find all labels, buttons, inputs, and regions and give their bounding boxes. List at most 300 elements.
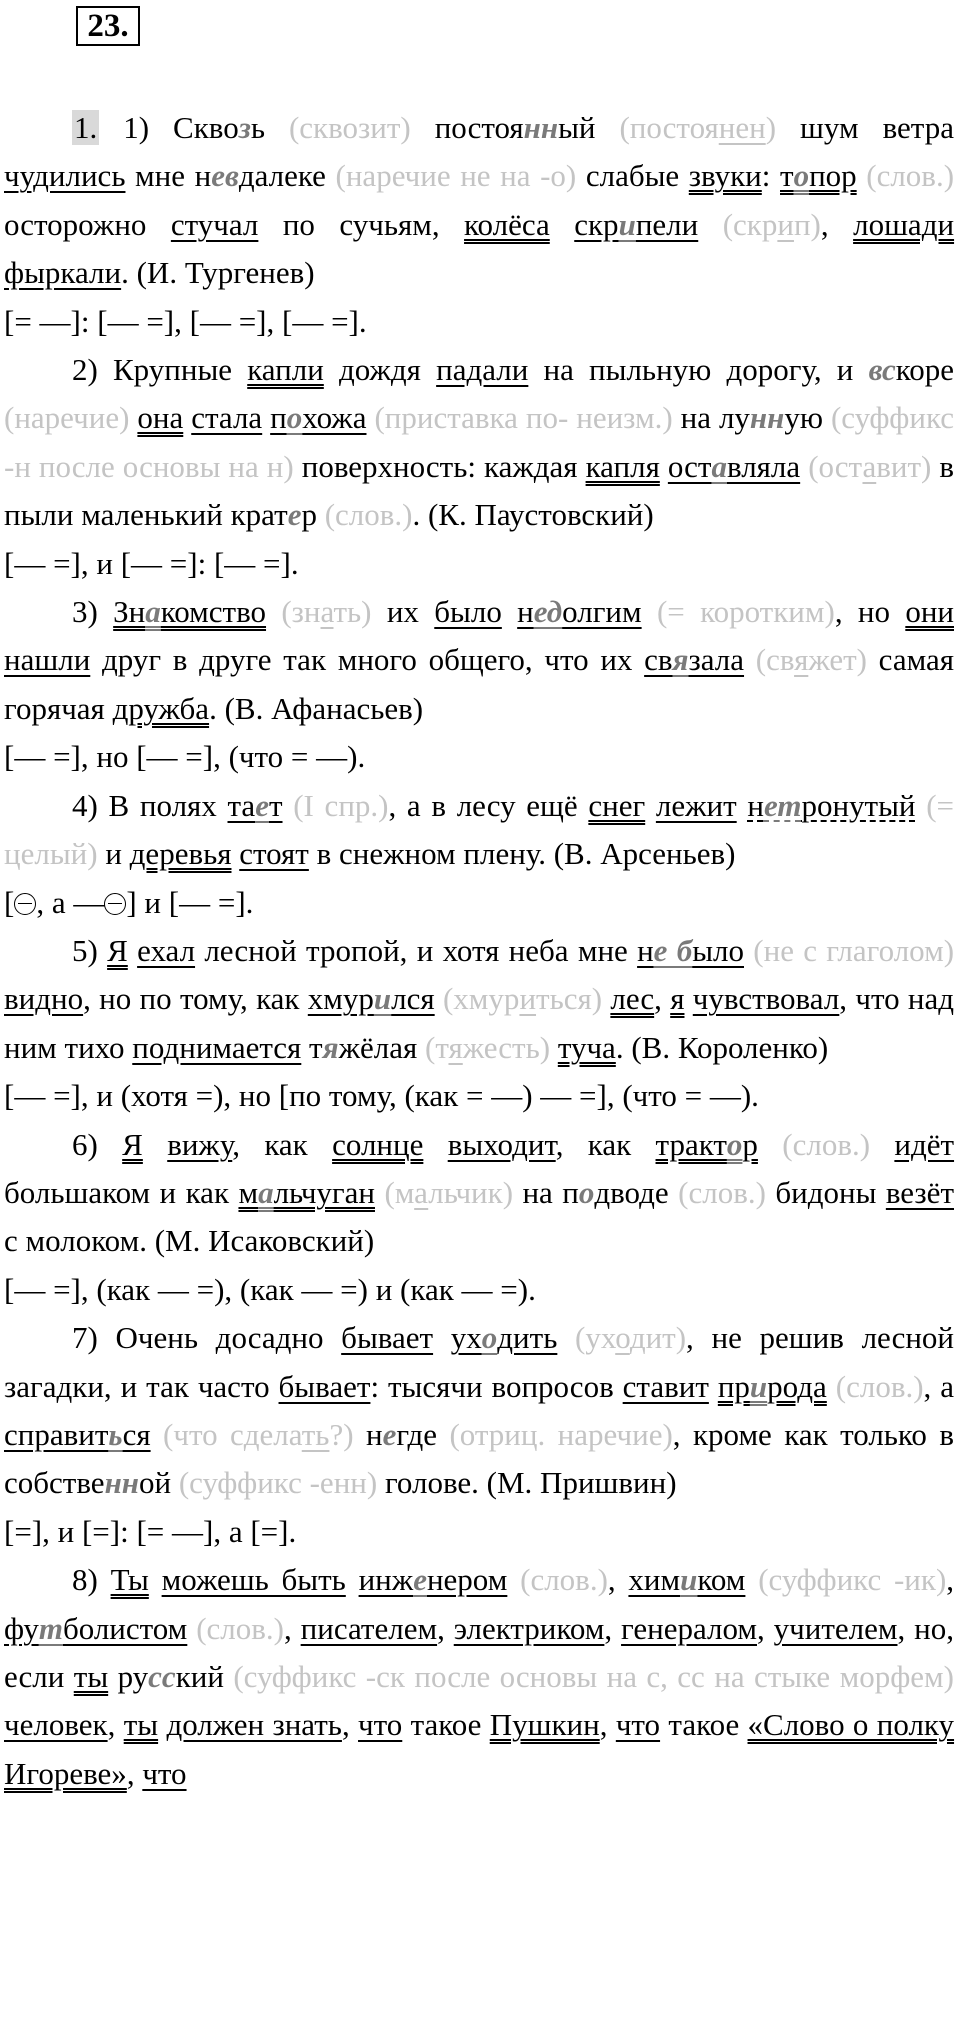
predicate-word: хим (628, 1562, 681, 1598)
text-run: , (599, 1707, 616, 1743)
subject-word: льчуган (273, 1174, 375, 1210)
grammar-hint: ть) (333, 594, 372, 630)
text-run (744, 933, 753, 968)
predicate-word: бывает (278, 1368, 371, 1404)
text-run: и (97, 836, 130, 872)
text-run: лесной тропой, и хотя неба мне (195, 932, 638, 968)
text-run: , (126, 1755, 143, 1791)
text-run: в снежном плену. (В. Арсеньев) (308, 836, 736, 872)
grammar-hint: и (519, 981, 537, 1017)
subject-word: Я (122, 1126, 143, 1162)
text-run: 4) В полях (72, 787, 228, 823)
predicate-word: стала (191, 400, 263, 436)
sentence-paragraph (4, 588, 954, 733)
highlighted-letters: я (322, 1029, 339, 1065)
subject-word: колёса (464, 206, 550, 242)
grammar-hint: я (794, 642, 809, 678)
text-run: в пыли маленький крат (4, 448, 955, 533)
text-run: [— =], и (хотя =), но [по тому, (как = —) — =], (что = —). (4, 1078, 759, 1114)
grammar-hint: (слов.) (835, 1368, 924, 1404)
highlighted-letters: е (382, 1416, 397, 1452)
highlighted-letters: о (286, 400, 303, 436)
subject-word: р (742, 1126, 758, 1162)
predicate-word: должен знать (166, 1707, 342, 1743)
text-run: , а — (36, 884, 105, 920)
highlighted-letters: нн (104, 1465, 139, 1501)
text-run (149, 1562, 162, 1597)
dashed-underlined-word: ронутый (801, 787, 916, 823)
predicate-word: чувствовал (692, 981, 840, 1017)
text-run: . (В. Короленко) (615, 1029, 829, 1065)
subject-word: т (780, 158, 794, 194)
grammar-hint: (слов.) (520, 1562, 608, 1598)
text-run: , а в лесу ещё (388, 787, 589, 823)
predicate-word: вляла (726, 448, 801, 484)
text-run: голове. (М. Пришвин) (377, 1465, 677, 1501)
grammar-hint: нен (718, 110, 766, 145)
predicate-word: хмур (307, 981, 374, 1017)
predicate-word: падали (436, 352, 529, 388)
predicate-word: выходит (447, 1126, 556, 1162)
text-run (283, 788, 294, 823)
predicate-word: справит (4, 1416, 109, 1452)
text-run: шум ветра (776, 110, 954, 145)
subject-word: Ты (110, 1562, 149, 1598)
grammar-hint: (скр (722, 206, 778, 242)
text-run (800, 449, 808, 484)
grammar-hint: (= целый) (4, 787, 955, 872)
text-run: р (301, 497, 325, 533)
text-run (550, 1030, 558, 1065)
text-run: , но (834, 594, 906, 630)
highlighted-letters: е б (653, 932, 693, 968)
text-run: . (В. Афанасьев) (209, 690, 424, 726)
predicate-word: писателем (300, 1610, 438, 1646)
predicate-word: н (637, 932, 654, 968)
text-run: ру (108, 1659, 149, 1694)
text-run: , как (555, 1126, 656, 1162)
grammar-hint: а (862, 448, 877, 484)
text-run (423, 1127, 447, 1162)
subject-word: тракт (655, 1126, 727, 1162)
text-run: [— =], но [— =], (что = —). (4, 739, 366, 775)
text-run (433, 1320, 451, 1355)
subject-word: ты (73, 1659, 109, 1694)
text-run: , (107, 1707, 124, 1743)
grammar-hint: (сквозит) (288, 110, 411, 145)
subject-word: они (905, 594, 954, 630)
text-run: ую (784, 400, 831, 436)
text-run (128, 933, 137, 968)
subject-word: пр (717, 1368, 750, 1404)
text-run: осторожно (4, 206, 171, 242)
highlighted-letters: о (793, 158, 810, 194)
text-run: [=], и [=]: [= —], а [=]. (4, 1513, 297, 1549)
highlighted-letters: и (373, 981, 392, 1017)
grammar-hint: (слов.) (678, 1174, 766, 1210)
subject-word: комство (160, 594, 267, 630)
text-run: : тысячи вопросов (370, 1368, 623, 1404)
grammar-hint: (т (425, 1029, 449, 1065)
text-run (916, 788, 927, 823)
highlighted-letters: е (287, 497, 302, 533)
grammar-hint: (св (755, 642, 795, 678)
text-run (645, 788, 656, 823)
text-run (143, 1127, 167, 1162)
text-run: 3) (72, 594, 114, 630)
text-run: , но, если (4, 1610, 954, 1694)
predicate-word: инж (358, 1562, 414, 1598)
grammar-hint: (ост (808, 448, 863, 484)
text-run: , что над ним тихо (4, 981, 955, 1065)
task-number: 23. (76, 6, 140, 46)
sentence-scheme (4, 733, 954, 781)
grammar-hint: (приставка по- неизм.) (374, 400, 673, 436)
subject-word: ты (123, 1707, 159, 1743)
highlighted-letters: ев (211, 158, 239, 194)
text-run: [= —]: [— =], [— =], [— =]. (4, 303, 367, 339)
grammar-hint: (суффикс -ск после основы на с, сс на стыке морфем) (233, 1659, 954, 1694)
text-run (151, 1417, 163, 1452)
highlighted-letters: ет (763, 787, 802, 823)
predicate-word: нером (426, 1562, 508, 1598)
grammar-hint: ?) (329, 1416, 354, 1452)
highlighted-letters: о (481, 1320, 498, 1356)
text-run: мне н (125, 158, 212, 194)
predicate-word: ыло (692, 932, 744, 968)
grammar-hint: (отриц. наречие) (449, 1416, 673, 1452)
text-run: друг в друге так много общего, что их (90, 642, 645, 678)
text-run: 6) (72, 1126, 123, 1162)
text-run: 1) Скво (99, 110, 239, 145)
sentence-paragraph (4, 346, 954, 540)
circled-predicate-symbol (104, 893, 126, 915)
sentence-paragraph (4, 1556, 954, 1798)
grammar-hint: льчик) (428, 1174, 514, 1210)
text-run: , (341, 1707, 359, 1743)
text-run (698, 207, 722, 242)
text-run: , кроме как только в собстве (4, 1416, 954, 1501)
grammar-hint: (суффикс -енн) (178, 1465, 378, 1501)
subject-word: я (670, 981, 685, 1017)
subject-word: Я (107, 932, 128, 968)
text-run (266, 594, 281, 629)
highlighted-letters: я (672, 642, 689, 678)
text-run: по сучьям, (258, 206, 465, 242)
grammar-hint: (постоя (619, 110, 719, 145)
predicate-word: человек (4, 1707, 108, 1743)
subject-word: Пушкин (489, 1707, 600, 1743)
text-run (744, 642, 756, 677)
sentence-paragraph (4, 1121, 954, 1266)
grammar-hint: (наречие) (4, 400, 130, 436)
grammar-hint: (что сдела (163, 1416, 302, 1452)
text-run: , (283, 1610, 301, 1646)
predicate-word: ставит (622, 1368, 709, 1404)
grammar-hint: (слов.) (196, 1610, 284, 1646)
grammar-hint: (суффикс -ик) (758, 1562, 947, 1598)
predicate-word: лся (391, 981, 435, 1017)
grammar-hint: (слов.) (782, 1126, 871, 1162)
sentence-paragraph (4, 927, 954, 1072)
predicate-word: учителем (773, 1610, 898, 1646)
text-run: бидоны (765, 1174, 886, 1210)
subject-word: лошади (853, 206, 955, 242)
highlighted-letters: а (258, 1174, 274, 1210)
grammar-hint: а (320, 594, 334, 630)
text-run (745, 1562, 758, 1597)
subject-word: м (238, 1174, 259, 1210)
grammar-hint: п) (793, 206, 821, 242)
text-run: с молоком. (М. Исаковский) (4, 1223, 375, 1259)
predicate-word: дить (497, 1320, 558, 1356)
text-run: , (607, 1562, 629, 1598)
highlighted-letters: вс (868, 352, 896, 388)
predicate-word: пели (635, 206, 699, 242)
text-run: далеке (238, 158, 336, 194)
predicate-word: бывает (341, 1320, 434, 1356)
text-run: , (757, 1610, 774, 1646)
text-run (346, 1562, 359, 1597)
grammar-hint: о (615, 1320, 630, 1356)
text-run: [— =], и [— =]: [— =]. (4, 545, 299, 581)
highlighted-letters: з (238, 110, 251, 145)
highlighted-letters: т (38, 1610, 63, 1646)
text-run (435, 981, 443, 1016)
predicate-word: что (615, 1707, 661, 1743)
text-run: , (604, 1610, 622, 1646)
text-run (758, 1127, 782, 1162)
text-run (827, 1369, 836, 1404)
grammar-hint: (ух (575, 1320, 616, 1356)
subject-word: пор (809, 158, 857, 194)
predicate-word: нашли (4, 642, 91, 678)
predicate-word: везёт (885, 1174, 954, 1210)
text-run: 8) (72, 1562, 111, 1598)
predicate-word: стучал (170, 206, 259, 242)
highlighted-letters: сс (148, 1659, 176, 1694)
sentence-scheme (4, 1072, 954, 1120)
text-run: , а (923, 1368, 954, 1404)
grammar-hint: (не с глаголом) (753, 932, 955, 968)
predicate-word: чудились (4, 158, 126, 194)
highlighted-letters: ь (108, 1416, 123, 1452)
text-run: , (437, 1610, 454, 1646)
predicate-word: п (270, 400, 287, 436)
text-run (642, 594, 657, 629)
text-run (709, 1369, 718, 1404)
predicate-word: хожа (302, 400, 367, 436)
predicate-word: ехал (137, 932, 196, 968)
text-run: т (301, 1029, 323, 1065)
sentence-scheme (4, 1508, 954, 1556)
text-run: дводе (594, 1174, 679, 1210)
predicate-word: фу (4, 1610, 39, 1646)
text-run: , как (232, 1126, 333, 1162)
subject-word: туча (557, 1029, 616, 1065)
text-run: 7) Очень досадно (72, 1320, 342, 1356)
text-run: 2) Крупные (72, 352, 248, 388)
predicate-word: электриком (453, 1610, 605, 1646)
text-run: , (654, 981, 671, 1017)
subject-word: деревья (129, 836, 232, 872)
text-run: : (761, 158, 780, 194)
predicate-word: зала (688, 642, 745, 678)
predicate-word: болистом (62, 1610, 188, 1646)
grammar-hint: (слов.) (866, 158, 955, 194)
grammar-hint: ть (301, 1416, 330, 1452)
subject-word: рода (767, 1368, 827, 1404)
subject-word: «Слово о полку Игореве» (4, 1707, 955, 1791)
text-run: . (И. Тургенев) (121, 255, 315, 291)
text-run: , (820, 206, 854, 242)
text-run: жёлая (338, 1029, 426, 1065)
highlighted-letters: нн (749, 400, 785, 436)
text-run: н (353, 1416, 383, 1452)
text-run (857, 158, 867, 193)
grammar-hint: ться) (536, 981, 603, 1017)
highlighted-letters: и (749, 1368, 768, 1404)
sentence-paragraph (4, 782, 954, 879)
predicate-word: т (268, 787, 283, 823)
highlighted-letters: нн (523, 110, 559, 145)
predicate-word: вижу (167, 1126, 233, 1162)
text-run: , но по тому, как (83, 981, 308, 1017)
text-run (557, 1320, 575, 1355)
grammar-hint: и (777, 206, 794, 242)
text-run: такое (660, 1707, 748, 1743)
predicate-word: видно (4, 981, 84, 1017)
grammar-hint: (суффикс -н после основы на н) (4, 400, 954, 484)
text-run: ь (250, 110, 289, 145)
text-run: поверхность: каждая (293, 448, 586, 484)
subject-word: Зн (113, 594, 146, 630)
text-run (187, 1611, 196, 1646)
highlighted-letters: и (618, 206, 636, 242)
text-run (737, 788, 748, 823)
circled-predicate-symbol (14, 893, 36, 915)
text-run: большаком и как (4, 1174, 239, 1210)
subject-word: дружба (112, 690, 210, 726)
subject-word: звуки (688, 158, 762, 194)
text-run: ый (558, 110, 620, 145)
predicate-word: скр (574, 206, 619, 242)
text-run: самая горячая (4, 642, 954, 726)
item-number: 1. (74, 110, 98, 145)
grammar-hint: вит) (876, 448, 932, 484)
text-run: 5) (72, 932, 108, 968)
predicate-word: ост (667, 448, 712, 484)
predicate-word: та (227, 787, 256, 823)
text-run: где (396, 1416, 450, 1452)
subject-word: лес (610, 981, 655, 1017)
grammar-hint: (I спр.) (293, 787, 389, 823)
grammar-hint: (слов.) (324, 497, 413, 533)
predicate-word: фыркали (4, 255, 122, 291)
text-run: ой (138, 1465, 179, 1501)
grammar-hint: (зн (281, 594, 321, 630)
text-run: дождя (323, 352, 437, 388)
sentence-paragraph (4, 1314, 954, 1508)
grammar-hint: а (414, 1174, 429, 1210)
predicate-word: что (142, 1755, 187, 1791)
predicate-word: поднимается (132, 1029, 302, 1065)
grammar-hint: жесть) (462, 1029, 551, 1065)
text-run (550, 207, 574, 242)
predicate-word: лежит (655, 787, 737, 823)
grammar-hint: (= коротким) (656, 594, 835, 630)
grammar-hint: (наречие не на -о) (335, 158, 577, 194)
highlighted-letters: а (145, 594, 161, 630)
grammar-hint: ) (765, 110, 777, 145)
predicate-word: было (434, 594, 502, 630)
highlighted-letters: о (726, 1126, 743, 1162)
text-run: на пыльную дорогу, и (528, 352, 869, 388)
text-run (262, 400, 270, 435)
text-run: ] и [— =]. (126, 884, 254, 920)
text-run: на лу (672, 400, 750, 436)
sentence-scheme (4, 1266, 954, 1314)
text-run: кий (175, 1659, 234, 1694)
sentence-paragraph (4, 104, 954, 298)
predicate-word: св (644, 642, 673, 678)
predicate-word: ся (122, 1416, 151, 1452)
predicate-word: ком (697, 1562, 746, 1598)
text-run: на п (513, 1174, 579, 1210)
highlighted-letters: е (255, 787, 269, 823)
dashed-underlined-word: н (747, 787, 764, 823)
highlighted-letters: а (711, 448, 727, 484)
predicate-word: что (358, 1707, 403, 1743)
predicate-word: н (517, 594, 534, 630)
text-run: , (946, 1562, 955, 1598)
sentence-scheme (4, 298, 954, 346)
subject-word: солнце (332, 1126, 424, 1162)
predicate-word: олгим (562, 594, 642, 630)
predicate-word: идёт (894, 1126, 955, 1162)
text-run: [— =], (как — =), (как — =) и (как — =). (4, 1271, 536, 1307)
exercise-text (4, 104, 954, 1798)
subject-word: капля (585, 448, 660, 484)
text-run: . (К. Паустовский) (412, 497, 654, 533)
grammar-hint: я (448, 1029, 463, 1065)
text-run: [ (4, 884, 15, 920)
highlighted-letters: ед (533, 594, 563, 630)
subject-word: капли (247, 352, 324, 388)
grammar-hint: (хмур (442, 981, 520, 1017)
grammar-hint: жет) (808, 642, 867, 678)
subject-word: снег (588, 787, 646, 823)
text-run: такое (402, 1707, 490, 1743)
subject-word: она (137, 400, 184, 436)
text-run: их (371, 594, 435, 630)
predicate-word: ух (450, 1320, 482, 1356)
text-run (502, 594, 517, 629)
highlighted-letters: е (413, 1562, 427, 1598)
highlighted-letters: о (578, 1174, 595, 1210)
text-run (660, 449, 668, 484)
text-run: постоя (410, 110, 524, 145)
text-run (870, 1127, 894, 1162)
predicate-word: можешь быть (161, 1562, 346, 1598)
text-run: слабые (576, 158, 689, 194)
grammar-hint: (м (384, 1174, 415, 1210)
grammar-hint: дит) (629, 1320, 687, 1356)
text-run: , не решив лесной загадки, и так часто (4, 1320, 955, 1404)
highlighted-letters: и (680, 1562, 698, 1598)
predicate-word: стоят (239, 836, 309, 872)
sentence-scheme (4, 879, 954, 927)
